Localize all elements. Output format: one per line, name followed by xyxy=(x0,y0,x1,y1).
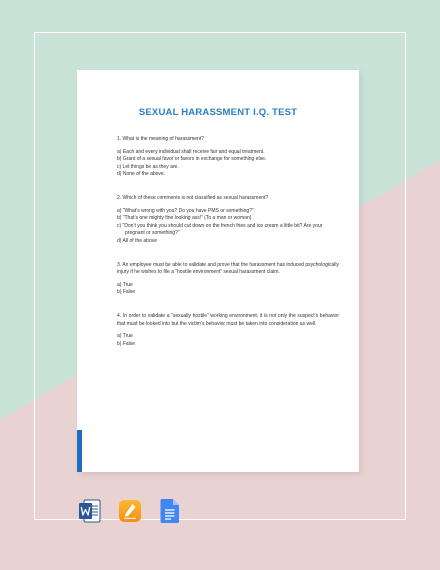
option-2d: d) All of the above xyxy=(117,237,158,244)
option-2c: c) “Don’t you think you should cut down on the french fries and ice cream a little bit? Are your pregnant or something?” xyxy=(117,222,323,237)
question-4-options xyxy=(117,333,339,348)
option-4a: a) True xyxy=(117,333,133,340)
option-1c: c) Let things be as they are. xyxy=(117,163,179,170)
question-3 xyxy=(117,262,339,297)
question-4 xyxy=(117,313,339,348)
app-icon-row xyxy=(79,499,189,523)
question-2-options xyxy=(117,208,339,246)
option-4b: b) False xyxy=(117,340,136,347)
question-list xyxy=(117,136,339,348)
option-3b: b) False xyxy=(117,289,136,296)
question-2-text: 2. Which of these comments is not classified as sexual harassment? xyxy=(117,194,269,201)
google-docs-icon[interactable] xyxy=(159,499,181,523)
word-icon[interactable] xyxy=(79,499,101,523)
question-3-options xyxy=(117,282,339,297)
document-page xyxy=(77,70,359,472)
option-1a: a) Each and every individual shall receive fair and equal treatment. xyxy=(117,148,265,155)
document-title: SEXUAL HARASSMENT I.Q. TEST xyxy=(138,107,298,118)
question-2 xyxy=(117,195,339,246)
question-1-text: 1. What is the meaning of harassment? xyxy=(117,136,204,142)
option-3a: a) True xyxy=(117,281,133,288)
question-1 xyxy=(117,136,339,179)
option-1d: d) None of the above. xyxy=(117,171,166,178)
option-2b: b) “That’s one mighty fine looking ass!” (To a man or woman) xyxy=(117,215,252,222)
question-4-text: 4. In order to validate a “sexually hostile” working environment; it is not only the suspect’s behavior that must be looked into but the victim’s behavior must be taken into consideration as well. xyxy=(117,312,339,327)
option-1b: b) Grant of a sexual favor or favors in exchange for something else. xyxy=(117,156,267,163)
page-accent-bar xyxy=(77,430,82,472)
question-1-options xyxy=(117,149,339,179)
pages-icon[interactable] xyxy=(119,499,141,523)
option-2a: a) “What’s wrong with you? Do you have PMS or something?” xyxy=(117,207,254,214)
question-3-text: 3. An employee must be able to validate and prove that the harassment has induced psychologically injury if he wishes to file a “hostile environment” sexual harassment claim. xyxy=(117,261,339,276)
